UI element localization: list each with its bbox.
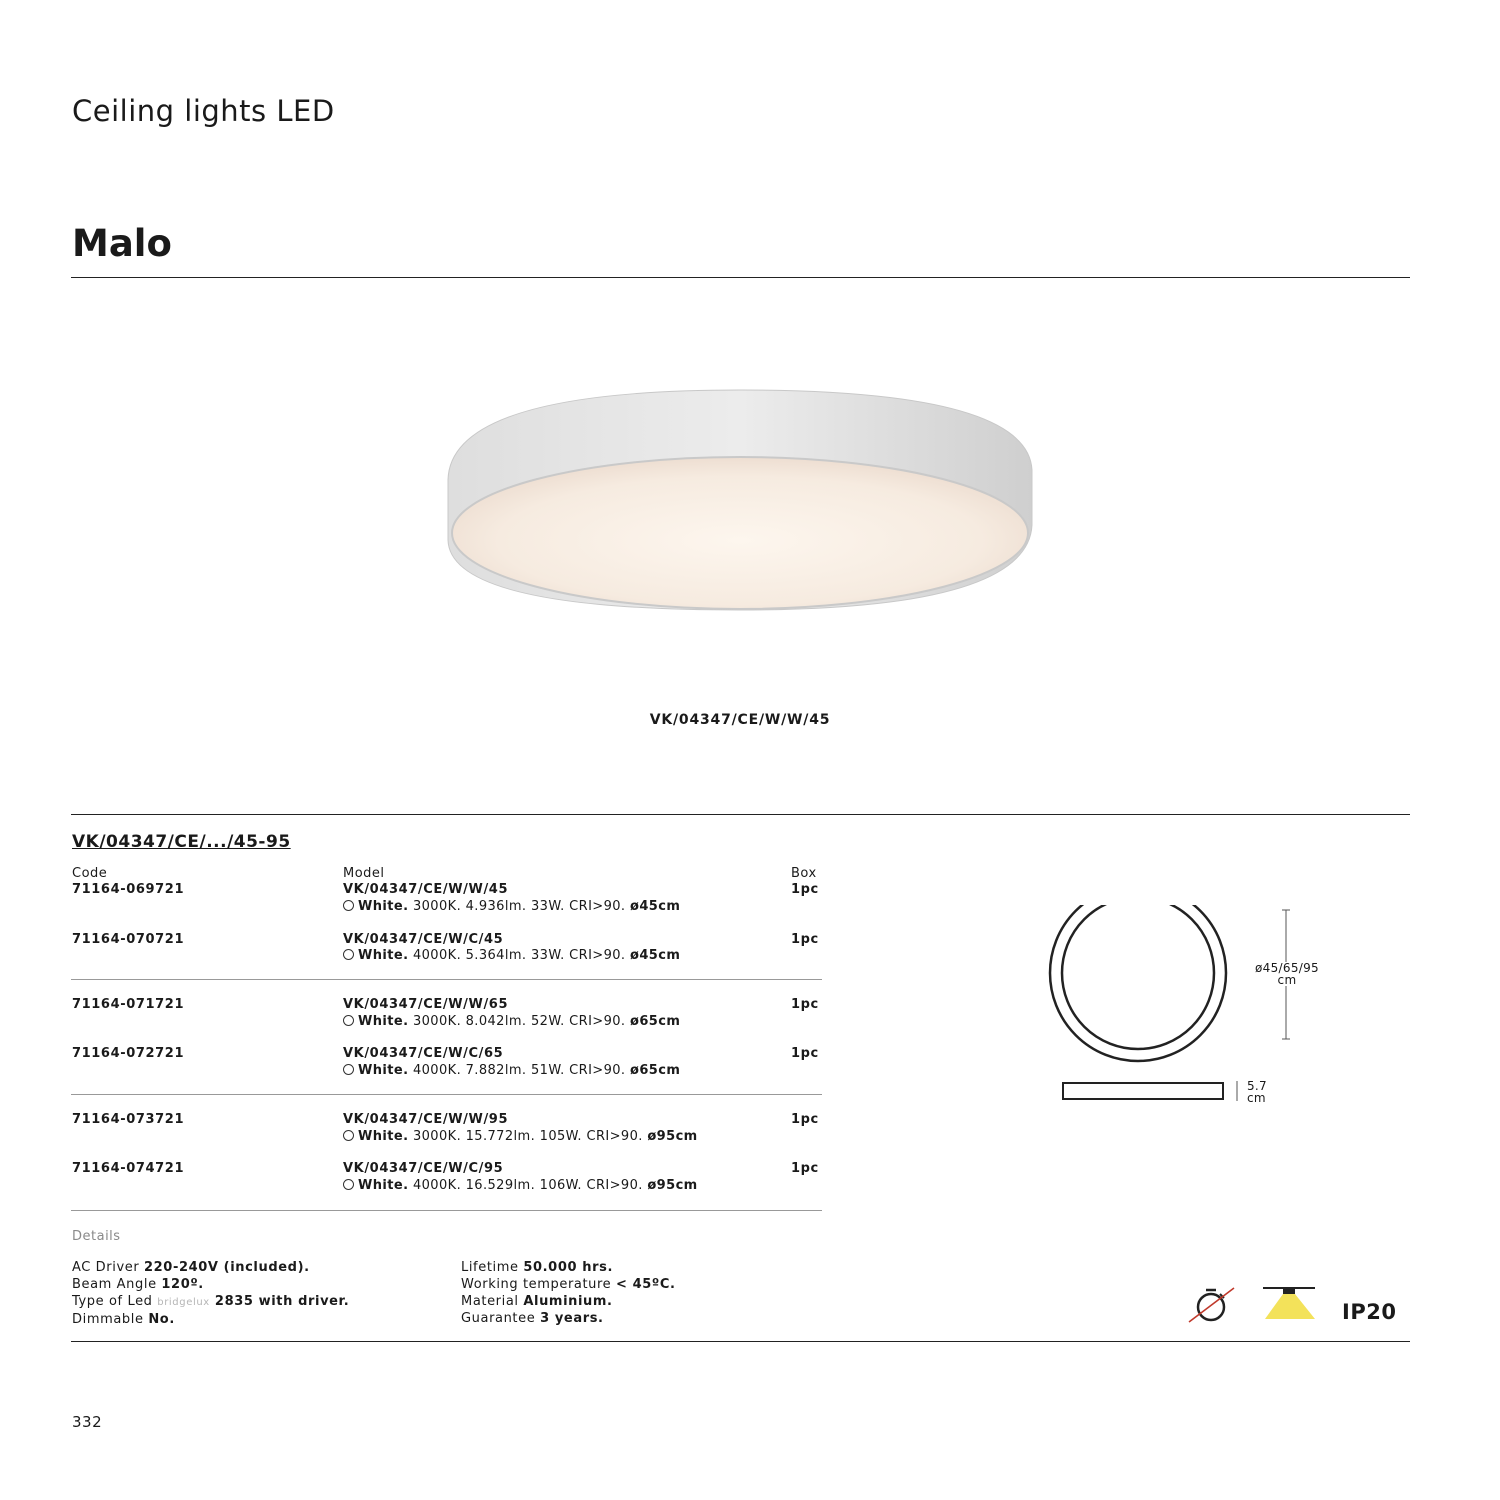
spec-value: 3 years.	[540, 1311, 604, 1326]
diameter-unit: cm	[1277, 973, 1297, 987]
row-color: White.	[358, 1129, 409, 1144]
row-model: VK/04347/CE/W/C/95	[343, 1161, 504, 1176]
row-diameter: ø45cm	[630, 899, 681, 914]
row-description	[343, 1177, 698, 1194]
spec-label: Type of Led	[72, 1294, 158, 1309]
row-spec: 4000K. 16.529lm. 106W. CRI>90.	[408, 1178, 648, 1193]
ip-rating: IP20	[1342, 1300, 1397, 1324]
row-description	[343, 1062, 680, 1079]
product-title: Malo	[72, 222, 172, 265]
circle-shape-icon	[343, 1064, 354, 1075]
table-top-divider	[71, 814, 1410, 815]
details-left-column	[72, 1259, 349, 1328]
row-diameter: ø95cm	[647, 1178, 698, 1193]
footer-divider	[71, 1341, 1410, 1342]
group-divider	[71, 1094, 822, 1095]
spec-label: Beam Angle	[72, 1277, 162, 1292]
row-description	[343, 1128, 698, 1145]
side-profile-shape	[1063, 1083, 1223, 1099]
spec-ac-driver	[72, 1259, 349, 1276]
row-box: 1pc	[791, 1112, 819, 1127]
spec-value: Aluminium.	[523, 1294, 613, 1309]
row-color: White.	[358, 1178, 409, 1193]
dimension-drawing	[1040, 905, 1310, 1120]
circle-shape-icon	[343, 1130, 354, 1141]
row-color: White.	[358, 948, 409, 963]
row-spec: 3000K. 15.772lm. 105W. CRI>90.	[408, 1129, 648, 1144]
spec-label: AC Driver	[72, 1260, 145, 1275]
inner-ring-shape	[1062, 905, 1214, 1049]
spec-value: 50.000 hrs.	[523, 1260, 613, 1275]
row-description	[343, 947, 680, 964]
row-box: 1pc	[791, 1161, 819, 1176]
spec-label: Working temperature	[461, 1277, 616, 1292]
row-model: VK/04347/CE/W/W/45	[343, 882, 509, 897]
row-model: VK/04347/CE/W/W/65	[343, 997, 509, 1012]
height-unit: cm	[1247, 1091, 1266, 1105]
row-box: 1pc	[791, 997, 819, 1012]
row-model: VK/04347/CE/W/C/65	[343, 1046, 504, 1061]
circle-shape-icon	[343, 949, 354, 960]
row-spec: 3000K. 8.042lm. 52W. CRI>90.	[408, 1014, 630, 1029]
row-color: White.	[358, 1014, 409, 1029]
header-box: Box	[791, 866, 817, 881]
circle-shape-icon	[343, 900, 354, 911]
photo-caption: VK/04347/CE/W/W/45	[649, 712, 831, 728]
spec-value: 2835 with driver.	[209, 1294, 350, 1309]
details-label: Details	[72, 1229, 121, 1244]
section-title: Ceiling lights LED	[72, 94, 335, 128]
spec-value: 120º.	[161, 1277, 204, 1292]
spec-label: Guarantee	[461, 1311, 541, 1326]
group-divider	[71, 1210, 822, 1211]
row-diameter: ø65cm	[630, 1014, 681, 1029]
row-box: 1pc	[791, 882, 819, 897]
spec-material	[461, 1293, 676, 1310]
row-box: 1pc	[791, 1046, 819, 1061]
row-diameter: ø45cm	[630, 948, 681, 963]
diameter-label	[1241, 962, 1333, 986]
spec-beam-angle	[72, 1276, 349, 1293]
range-code-link[interactable]: VK/04347/CE/.../45-95	[72, 832, 291, 852]
row-box: 1pc	[791, 932, 819, 947]
row-spec: 3000K. 4.936lm. 33W. CRI>90.	[408, 899, 630, 914]
spec-working-temperature	[461, 1276, 676, 1293]
spec-label: Lifetime	[461, 1260, 524, 1275]
spec-led-type	[72, 1293, 349, 1311]
spec-label: Material	[461, 1294, 524, 1309]
title-divider	[71, 277, 1410, 278]
spec-label: Dimmable	[72, 1312, 149, 1327]
row-code: 71164-071721	[72, 997, 185, 1012]
spec-guarantee	[461, 1310, 676, 1327]
row-color: White.	[358, 1063, 409, 1078]
row-description	[343, 1013, 680, 1030]
row-code: 71164-073721	[72, 1112, 185, 1127]
row-spec: 4000K. 7.882lm. 51W. CRI>90.	[408, 1063, 630, 1078]
header-model: Model	[343, 866, 385, 881]
downlight-beam-icon	[1261, 1285, 1319, 1323]
header-code: Code	[72, 866, 108, 881]
row-code: 71164-072721	[72, 1046, 185, 1061]
height-value: 5.7	[1247, 1079, 1267, 1093]
not-dimmable-icon	[1186, 1285, 1238, 1325]
row-code: 71164-069721	[72, 882, 185, 897]
spec-value: 220-240V (included).	[144, 1260, 310, 1275]
row-model: VK/04347/CE/W/W/95	[343, 1112, 509, 1127]
spec-lifetime	[461, 1259, 676, 1276]
details-right-column	[461, 1259, 676, 1327]
spec-value: No.	[148, 1312, 175, 1327]
row-color: White.	[358, 899, 409, 914]
bridgelux-logo: bridgelux	[157, 1297, 210, 1308]
circle-shape-icon	[343, 1015, 354, 1026]
page-number: 332	[72, 1413, 103, 1431]
row-description	[343, 898, 680, 915]
row-model: VK/04347/CE/W/C/45	[343, 932, 504, 947]
row-diameter: ø95cm	[647, 1129, 698, 1144]
diameter-value: ø45/65/95	[1255, 961, 1319, 975]
circle-shape-icon	[343, 1179, 354, 1190]
spec-value: < 45ºC.	[616, 1277, 676, 1292]
row-diameter: ø65cm	[630, 1063, 681, 1078]
row-spec: 4000K. 5.364lm. 33W. CRI>90.	[408, 948, 630, 963]
spec-dimmable	[72, 1311, 349, 1328]
row-code: 71164-070721	[72, 932, 185, 947]
row-code: 71164-074721	[72, 1161, 185, 1176]
group-divider	[71, 979, 822, 980]
height-label	[1247, 1080, 1267, 1104]
product-photo	[430, 375, 1050, 635]
